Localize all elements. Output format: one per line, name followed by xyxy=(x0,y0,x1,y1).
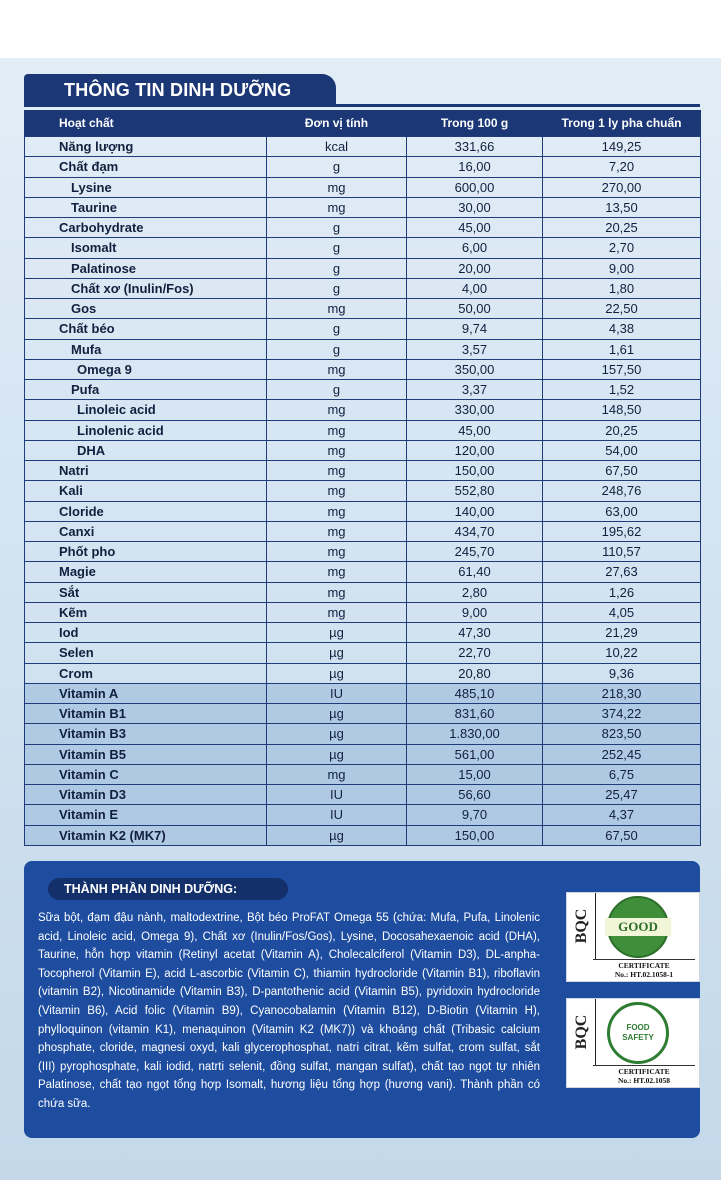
table-row xyxy=(25,623,701,643)
table-row xyxy=(25,238,701,258)
cell-per-serving: 63,00 xyxy=(543,501,701,521)
cell-per-100g: 56,60 xyxy=(407,785,543,805)
cell-per-serving: 148,50 xyxy=(543,400,701,420)
cell-per-100g: 20,00 xyxy=(407,258,543,278)
cell-substance: Vitamin B1 xyxy=(25,704,267,724)
ingredients-text: Sữa bột, đạm đậu nành, maltodextrine, Bột béo ProFAT Omega 55 (chứa: Mufa, Pufa, Linolenic acid, Linoleic acid, Omega 9), Chất xơ (Inulin/Fos/Gos), Lysine, Docosahexaenoic acid (DHA), Taurine, hỗn hợp vitamin (Retinyl acetat (Vitamin A), Cholecalciferol (Vitamin D3), DL-anpha-Tocopherol (Vitamin E), acid L-ascorbic (Vitamin C), thiamin hydrocloride (Vitamin B1), riboflavin (vitamin B2), Nicotinamide (Vitamin B3), D-pantothenic acid (Vitamin B5), pyridoxin hydrocloride (Vitamin B6), Acid folic (Vitamin B9), Cyanocobalamin (Vitamin B12), D-Biotin (Vitamin H), phylloquinon (vitamin K1), menaquinon (Vitamin K2 (MK7)) và khoáng chất (Tribasic calcium phosphate, cloride, magnesi oxyd, kali glycerophosphat, natri citrat, kẽm sulfat, crom sulfat, sắt (III) pyrophosphate, kali iodid, natrti selenit, đồng sulfat, mangan sulfat), chất tạo ngọt tự nhiên Palatinose, chất tạo ngọt tổng hợp Isomalt, hương liệu tổng hợp (hương vani). Thành phần có chứa sữa. xyxy=(38,912,540,1110)
table-row xyxy=(25,339,701,359)
cell-unit: g xyxy=(267,157,407,177)
cell-per-serving: 22,50 xyxy=(543,299,701,319)
cell-unit: µg xyxy=(267,744,407,764)
table-row xyxy=(25,785,701,805)
cell-per-serving: 823,50 xyxy=(543,724,701,744)
cell-per-100g: 245,70 xyxy=(407,542,543,562)
food-safety-badge-icon: FOOD SAFETY xyxy=(607,1002,669,1064)
cell-per-serving: 1,26 xyxy=(543,582,701,602)
cell-substance: Chất béo xyxy=(25,319,267,339)
certificate-good xyxy=(566,892,700,982)
cell-per-serving: 9,00 xyxy=(543,258,701,278)
certificate-label xyxy=(593,1065,695,1085)
table-row xyxy=(25,218,701,238)
cell-substance: Vitamin B5 xyxy=(25,744,267,764)
cell-substance: Chất xơ (Inulin/Fos) xyxy=(25,278,267,298)
cell-per-100g: 552,80 xyxy=(407,481,543,501)
nutrition-table-body xyxy=(25,137,701,846)
cell-per-serving: 67,50 xyxy=(543,461,701,481)
cell-unit: g xyxy=(267,218,407,238)
cell-unit: mg xyxy=(267,359,407,379)
cell-per-serving: 54,00 xyxy=(543,440,701,460)
cell-substance: Taurine xyxy=(25,197,267,217)
cell-per-100g: 3,37 xyxy=(407,380,543,400)
table-row xyxy=(25,481,701,501)
cell-per-100g: 3,57 xyxy=(407,339,543,359)
cell-per-serving: 67,50 xyxy=(543,825,701,845)
cell-per-100g: 47,30 xyxy=(407,623,543,643)
cell-per-100g: 140,00 xyxy=(407,501,543,521)
table-row xyxy=(25,663,701,683)
cell-unit: µg xyxy=(267,663,407,683)
cell-substance: Pufa xyxy=(25,380,267,400)
cell-substance: Kẽm xyxy=(25,602,267,622)
table-row xyxy=(25,177,701,197)
cell-unit: µg xyxy=(267,724,407,744)
certificate-food-safety xyxy=(566,998,700,1088)
header-per-100g: Trong 100 g xyxy=(407,110,543,137)
cell-unit: g xyxy=(267,319,407,339)
cell-per-serving: 13,50 xyxy=(543,197,701,217)
cell-substance: Gos xyxy=(25,299,267,319)
cell-per-serving: 10,22 xyxy=(543,643,701,663)
cell-per-serving: 248,76 xyxy=(543,481,701,501)
top-margin xyxy=(0,0,721,58)
cell-per-serving: 110,57 xyxy=(543,542,701,562)
table-row xyxy=(25,542,701,562)
cell-unit: mg xyxy=(267,299,407,319)
cell-per-serving: 7,20 xyxy=(543,157,701,177)
cell-unit: µg xyxy=(267,643,407,663)
cell-per-100g: 350,00 xyxy=(407,359,543,379)
cell-substance: Crom xyxy=(25,663,267,683)
bottom-margin xyxy=(0,1180,721,1200)
certificate-title: CERTIFICATE xyxy=(618,961,670,970)
cell-unit: mg xyxy=(267,420,407,440)
cell-unit: g xyxy=(267,278,407,298)
cell-substance: Natri xyxy=(25,461,267,481)
cell-per-serving: 374,22 xyxy=(543,704,701,724)
cell-unit: IU xyxy=(267,785,407,805)
cell-unit: µg xyxy=(267,623,407,643)
cell-unit: g xyxy=(267,238,407,258)
cell-unit: µg xyxy=(267,825,407,845)
cell-per-serving: 21,29 xyxy=(543,623,701,643)
cell-per-serving: 9,36 xyxy=(543,663,701,683)
page-title: THÔNG TIN DINH DƯỠNG xyxy=(24,74,336,106)
table-row xyxy=(25,704,701,724)
cell-substance: Vitamin D3 xyxy=(25,785,267,805)
cell-per-100g: 1.830,00 xyxy=(407,724,543,744)
cell-per-serving: 20,25 xyxy=(543,218,701,238)
cell-substance: Sắt xyxy=(25,582,267,602)
table-row xyxy=(25,562,701,582)
cell-per-serving: 2,70 xyxy=(543,238,701,258)
cell-per-100g: 9,74 xyxy=(407,319,543,339)
cell-unit: mg xyxy=(267,521,407,541)
cell-unit: mg xyxy=(267,562,407,582)
title-underline xyxy=(24,104,700,107)
cell-per-serving: 1,52 xyxy=(543,380,701,400)
cell-substance: Palatinose xyxy=(25,258,267,278)
cell-per-serving: 195,62 xyxy=(543,521,701,541)
cell-per-serving: 27,63 xyxy=(543,562,701,582)
table-row xyxy=(25,359,701,379)
cell-unit: IU xyxy=(267,805,407,825)
cell-unit: kcal xyxy=(267,137,407,157)
cell-unit: mg xyxy=(267,501,407,521)
cell-unit: IU xyxy=(267,683,407,703)
cell-per-100g: 20,80 xyxy=(407,663,543,683)
cell-unit: mg xyxy=(267,440,407,460)
table-row xyxy=(25,501,701,521)
table-row xyxy=(25,805,701,825)
cell-substance: Vitamin B3 xyxy=(25,724,267,744)
certificate-number: No.: HT.02.1058 xyxy=(618,1076,670,1085)
table-row xyxy=(25,137,701,157)
cell-substance: Chất đạm xyxy=(25,157,267,177)
table-row xyxy=(25,724,701,744)
cell-per-100g: 9,00 xyxy=(407,602,543,622)
cell-per-serving: 4,37 xyxy=(543,805,701,825)
cell-per-100g: 831,60 xyxy=(407,704,543,724)
nutrition-table xyxy=(24,110,701,846)
table-row xyxy=(25,764,701,784)
table-row xyxy=(25,400,701,420)
table-row xyxy=(25,258,701,278)
good-badge-icon: GOOD xyxy=(607,896,669,958)
cell-per-100g: 150,00 xyxy=(407,461,543,481)
cell-substance: Kali xyxy=(25,481,267,501)
cell-substance: Iod xyxy=(25,623,267,643)
cell-substance: Carbohydrate xyxy=(25,218,267,238)
cell-substance: Phốt pho xyxy=(25,542,267,562)
table-row xyxy=(25,602,701,622)
table-row xyxy=(25,157,701,177)
cell-per-serving: 4,05 xyxy=(543,602,701,622)
header-unit: Đơn vị tính xyxy=(267,110,407,137)
cell-substance: Mufa xyxy=(25,339,267,359)
cell-per-serving: 149,25 xyxy=(543,137,701,157)
cell-unit: g xyxy=(267,339,407,359)
cell-substance: Vitamin E xyxy=(25,805,267,825)
table-row xyxy=(25,380,701,400)
bqc-logo: BQC xyxy=(569,893,596,959)
cell-substance: Omega 9 xyxy=(25,359,267,379)
cell-unit: mg xyxy=(267,481,407,501)
cell-unit: g xyxy=(267,258,407,278)
certificate-label xyxy=(593,959,695,979)
cell-per-100g: 6,00 xyxy=(407,238,543,258)
table-header-row xyxy=(25,110,701,137)
cell-per-100g: 600,00 xyxy=(407,177,543,197)
cell-unit: mg xyxy=(267,177,407,197)
table-row xyxy=(25,744,701,764)
cell-substance: Linolenic acid xyxy=(25,420,267,440)
cell-unit: mg xyxy=(267,197,407,217)
cell-per-100g: 61,40 xyxy=(407,562,543,582)
header-substance: Hoạt chất xyxy=(25,110,267,137)
cell-unit: mg xyxy=(267,461,407,481)
table-row xyxy=(25,420,701,440)
table-row xyxy=(25,319,701,339)
cell-per-100g: 22,70 xyxy=(407,643,543,663)
cell-substance: Năng lượng xyxy=(25,137,267,157)
cell-per-serving: 6,75 xyxy=(543,764,701,784)
cell-substance: Vitamin C xyxy=(25,764,267,784)
table-row xyxy=(25,521,701,541)
certificate-title: CERTIFICATE xyxy=(618,1067,670,1076)
cell-per-serving: 157,50 xyxy=(543,359,701,379)
cell-unit: mg xyxy=(267,764,407,784)
cell-per-100g: 9,70 xyxy=(407,805,543,825)
table-row xyxy=(25,299,701,319)
bqc-logo: BQC xyxy=(569,999,596,1065)
certificate-number: No.: HT.02.1058-1 xyxy=(614,970,674,979)
table-row xyxy=(25,461,701,481)
cell-unit: mg xyxy=(267,400,407,420)
cell-per-100g: 16,00 xyxy=(407,157,543,177)
cell-per-100g: 331,66 xyxy=(407,137,543,157)
cell-per-100g: 434,70 xyxy=(407,521,543,541)
table-row xyxy=(25,825,701,845)
cell-per-100g: 330,00 xyxy=(407,400,543,420)
cell-substance: Vitamin K2 (MK7) xyxy=(25,825,267,845)
cell-per-serving: 20,25 xyxy=(543,420,701,440)
cell-per-serving: 252,45 xyxy=(543,744,701,764)
cell-unit: g xyxy=(267,380,407,400)
ingredients-panel xyxy=(24,861,700,1138)
cell-per-100g: 45,00 xyxy=(407,218,543,238)
table-row xyxy=(25,582,701,602)
cell-per-100g: 120,00 xyxy=(407,440,543,460)
cell-unit: mg xyxy=(267,582,407,602)
cell-per-100g: 30,00 xyxy=(407,197,543,217)
table-row xyxy=(25,278,701,298)
table-row xyxy=(25,643,701,663)
ingredients-title: THÀNH PHẦN DINH DƯỠNG: xyxy=(48,878,288,900)
header-per-serving: Trong 1 ly pha chuẩn xyxy=(543,110,701,137)
cell-substance: Isomalt xyxy=(25,238,267,258)
cell-substance: Cloride xyxy=(25,501,267,521)
cell-per-serving: 25,47 xyxy=(543,785,701,805)
cell-substance: Magie xyxy=(25,562,267,582)
cell-substance: Lysine xyxy=(25,177,267,197)
cell-per-100g: 2,80 xyxy=(407,582,543,602)
table-row xyxy=(25,683,701,703)
cell-unit: mg xyxy=(267,542,407,562)
table-row xyxy=(25,197,701,217)
cell-per-100g: 150,00 xyxy=(407,825,543,845)
cell-per-serving: 1,80 xyxy=(543,278,701,298)
cell-per-100g: 50,00 xyxy=(407,299,543,319)
cell-unit: mg xyxy=(267,602,407,622)
table-row xyxy=(25,440,701,460)
cell-substance: DHA xyxy=(25,440,267,460)
cell-per-100g: 15,00 xyxy=(407,764,543,784)
cell-per-serving: 218,30 xyxy=(543,683,701,703)
cell-substance: Linoleic acid xyxy=(25,400,267,420)
cell-substance: Selen xyxy=(25,643,267,663)
cell-per-100g: 45,00 xyxy=(407,420,543,440)
cell-unit: µg xyxy=(267,704,407,724)
cell-per-100g: 485,10 xyxy=(407,683,543,703)
cell-substance: Vitamin A xyxy=(25,683,267,703)
cell-per-serving: 4,38 xyxy=(543,319,701,339)
cell-per-serving: 270,00 xyxy=(543,177,701,197)
cell-per-100g: 4,00 xyxy=(407,278,543,298)
cell-substance: Canxi xyxy=(25,521,267,541)
cell-per-serving: 1,61 xyxy=(543,339,701,359)
cell-per-100g: 561,00 xyxy=(407,744,543,764)
